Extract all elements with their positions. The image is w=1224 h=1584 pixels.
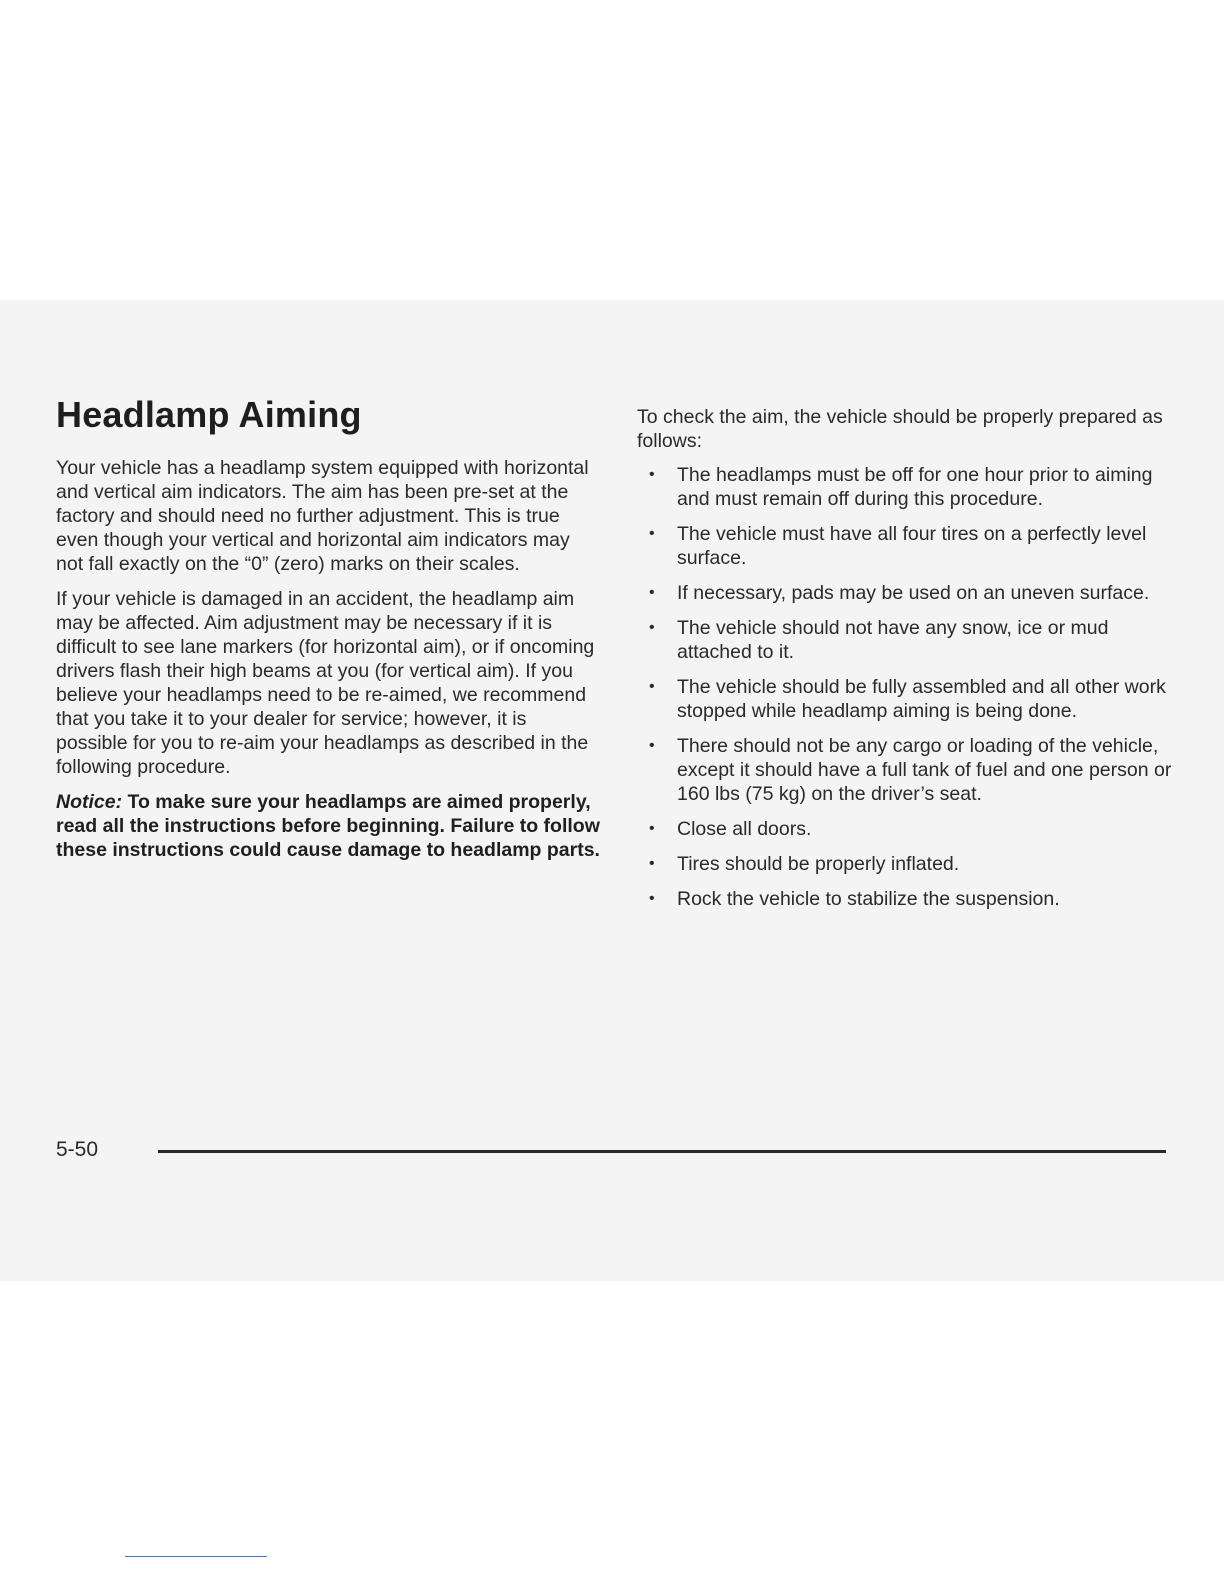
list-item [637, 675, 1177, 723]
preparation-intro: To check the aim, the vehicle should be properly prepared as follows: [637, 406, 1163, 452]
list-item [637, 522, 1177, 570]
bullet-icon: • [649, 890, 655, 907]
bullet-icon: • [649, 619, 655, 636]
list-item-text: If necessary, pads may be used on an uneven surface. [677, 582, 1150, 604]
list-item-text: The headlamps must be off for one hour prior to aiming and must remain off during this procedure. [677, 464, 1153, 510]
list-item-text: There should not be any cargo or loading of the vehicle, except it should have a full tank of fuel and one person or 160 lbs (75 kg) on the driver’s seat. [677, 735, 1172, 805]
list-item [637, 581, 1177, 605]
paragraph-intro: Your vehicle has a headlamp system equipped with horizontal and vertical aim indicators. The aim has been pre-set at the factory and should need no further adjustment. This is true even though your vertical and horizontal aim indicators may not fall exactly on the “0” (zero) marks on their scales. [56, 457, 589, 575]
notice-text: To make sure your headlamps are aimed properly, read all the instructions before beginning. Failure to follow these instructions could cause damage to headlamp parts. [56, 791, 600, 861]
list-item-text: Tires should be properly inflated. [677, 853, 960, 875]
list-item [637, 817, 1177, 841]
list-item-text: Close all doors. [677, 818, 812, 840]
list-item-text: The vehicle should not have any snow, ice or mud attached to it. [677, 617, 1109, 663]
list-item-text: Rock the vehicle to stabilize the suspension. [677, 888, 1060, 910]
paragraph-accident: If your vehicle is damaged in an accident, the headlamp aim may be affected. Aim adjustment may be necessary if it is difficult to see lane markers (for horizontal aim), or if oncoming drivers flash their high beams at you (for vertical aim). If you believe your headlamps need to be re-aimed, we recommend that you take it to your dealer for service; however, it is possible for you to re-aim your headlamps as described in the following procedure. [56, 588, 595, 778]
notice-block [56, 790, 601, 862]
bullet-icon: • [649, 737, 655, 754]
list-item [637, 887, 1177, 911]
bullet-icon: • [649, 584, 655, 601]
page-number: 5-50 [56, 1138, 99, 1161]
list-item-text: The vehicle should be fully assembled and all other work stopped while headlamp aiming is being done. [677, 676, 1166, 722]
list-item [637, 734, 1177, 806]
right-column [637, 405, 1177, 922]
preparation-list [637, 463, 1177, 911]
list-item [637, 616, 1177, 664]
footer-divider [158, 1150, 1166, 1153]
bullet-icon: • [649, 678, 655, 695]
list-item [637, 852, 1177, 876]
link-underline[interactable] [125, 1556, 267, 1557]
bullet-icon: • [649, 525, 655, 542]
bullet-icon: • [649, 466, 655, 483]
list-item [637, 463, 1177, 511]
bullet-icon: • [649, 820, 655, 837]
bullet-icon: • [649, 855, 655, 872]
list-item-text: The vehicle must have all four tires on a perfectly level surface. [677, 523, 1147, 569]
page-title: Headlamp Aiming [56, 394, 362, 435]
notice-label: Notice: [56, 791, 123, 813]
left-column [56, 456, 601, 873]
